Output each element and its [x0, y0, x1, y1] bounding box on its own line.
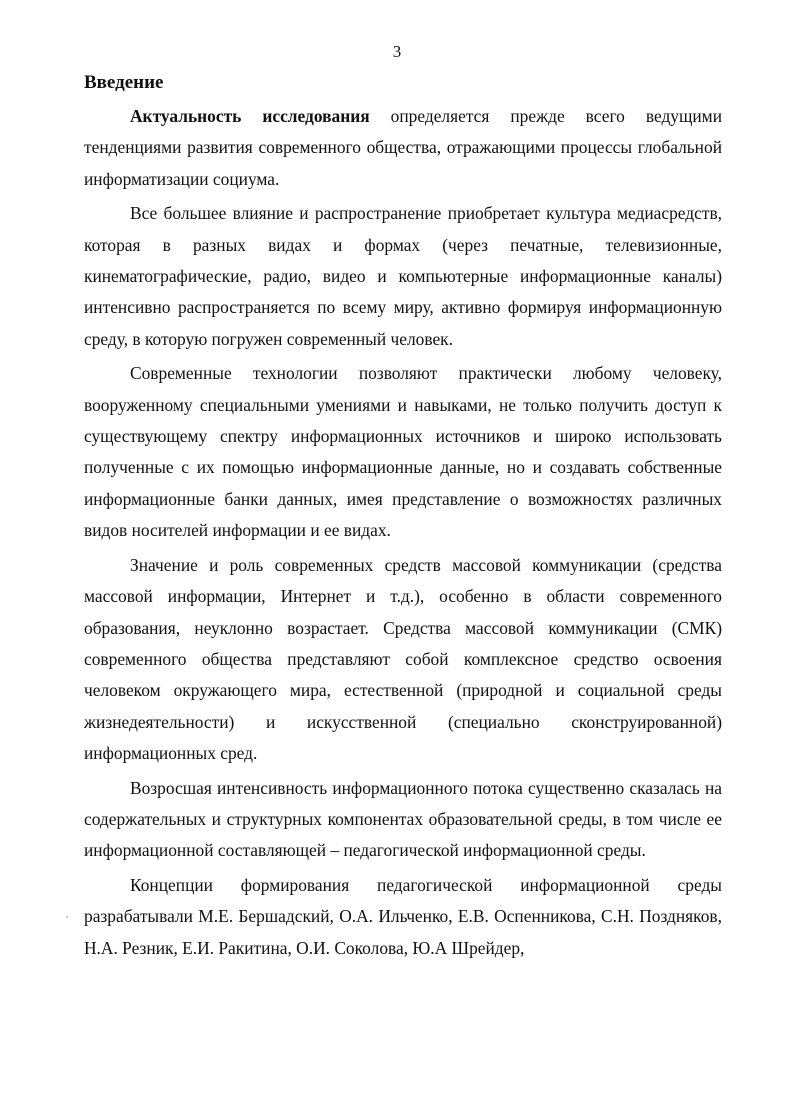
paragraph-relevance [84, 101, 722, 195]
scan-speck [66, 916, 68, 918]
paragraph-concepts: Концепции формирования педагогической информационной среды разрабатывали М.Е. Бершадский, О.А. Ильченко, Е.В. Оспенникова, С.Н. Поздняков, Н.А. Резник, Е.И. Ракитина, О.И. Соколова, Ю.А Шрейдер, [84, 874, 722, 958]
section-heading: Введение [84, 72, 164, 93]
paragraph-text: определяется прежде всего ведущими тенденциями развития современного общества, отражающими процессы глобальной информатизации социума. [84, 106, 722, 189]
paragraph-modern-technologies: Современные технологии позволяют практически любому человеку, вооруженному специальными умениями и навыками, не только получить доступ к существующему спектру информационных источников и широко использовать полученные с их помощью информационные данные, но и создавать собственные информационные банки данных, имея представление о возможностях различных видов носителей информации и ее видах. [84, 363, 722, 541]
paragraph-information-flow: Возросшая интенсивность информационного потока существенно сказалась на содержательных и структурных компонентах образовательной среды, в том числе ее информационной составляющей – педагогической информационной среды. [84, 777, 722, 861]
paragraph-media-culture: Все большее влияние и распространение приобретает культура медиасредств, которая в разных видах и формах (через печатные, телевизионные, кинематографические, радио, видео и компьютерные информационные каналы) интенсивно распространяется по всему миру, активно формируя информационную среду, в которую погружен современный человек. [84, 203, 722, 349]
page-number: 3 [392, 42, 402, 61]
paragraph-mass-communication: Значение и роль современных средств массовой коммуникации (средства массовой информации, Интернет и т.д.), особенно в области современного образования, неуклонно возрастает. Средства массовой коммуникации (СМК) современного общества представляют собой комплексное средство освоения человеком окружающего мира, естественной (природной и социальной среды жизнедеятельности) и искусственной (специально сконструированной) информационных сред. [84, 554, 722, 764]
paragraph-lead-bold: Актуальность исследования [130, 106, 370, 126]
body-text [84, 101, 722, 964]
